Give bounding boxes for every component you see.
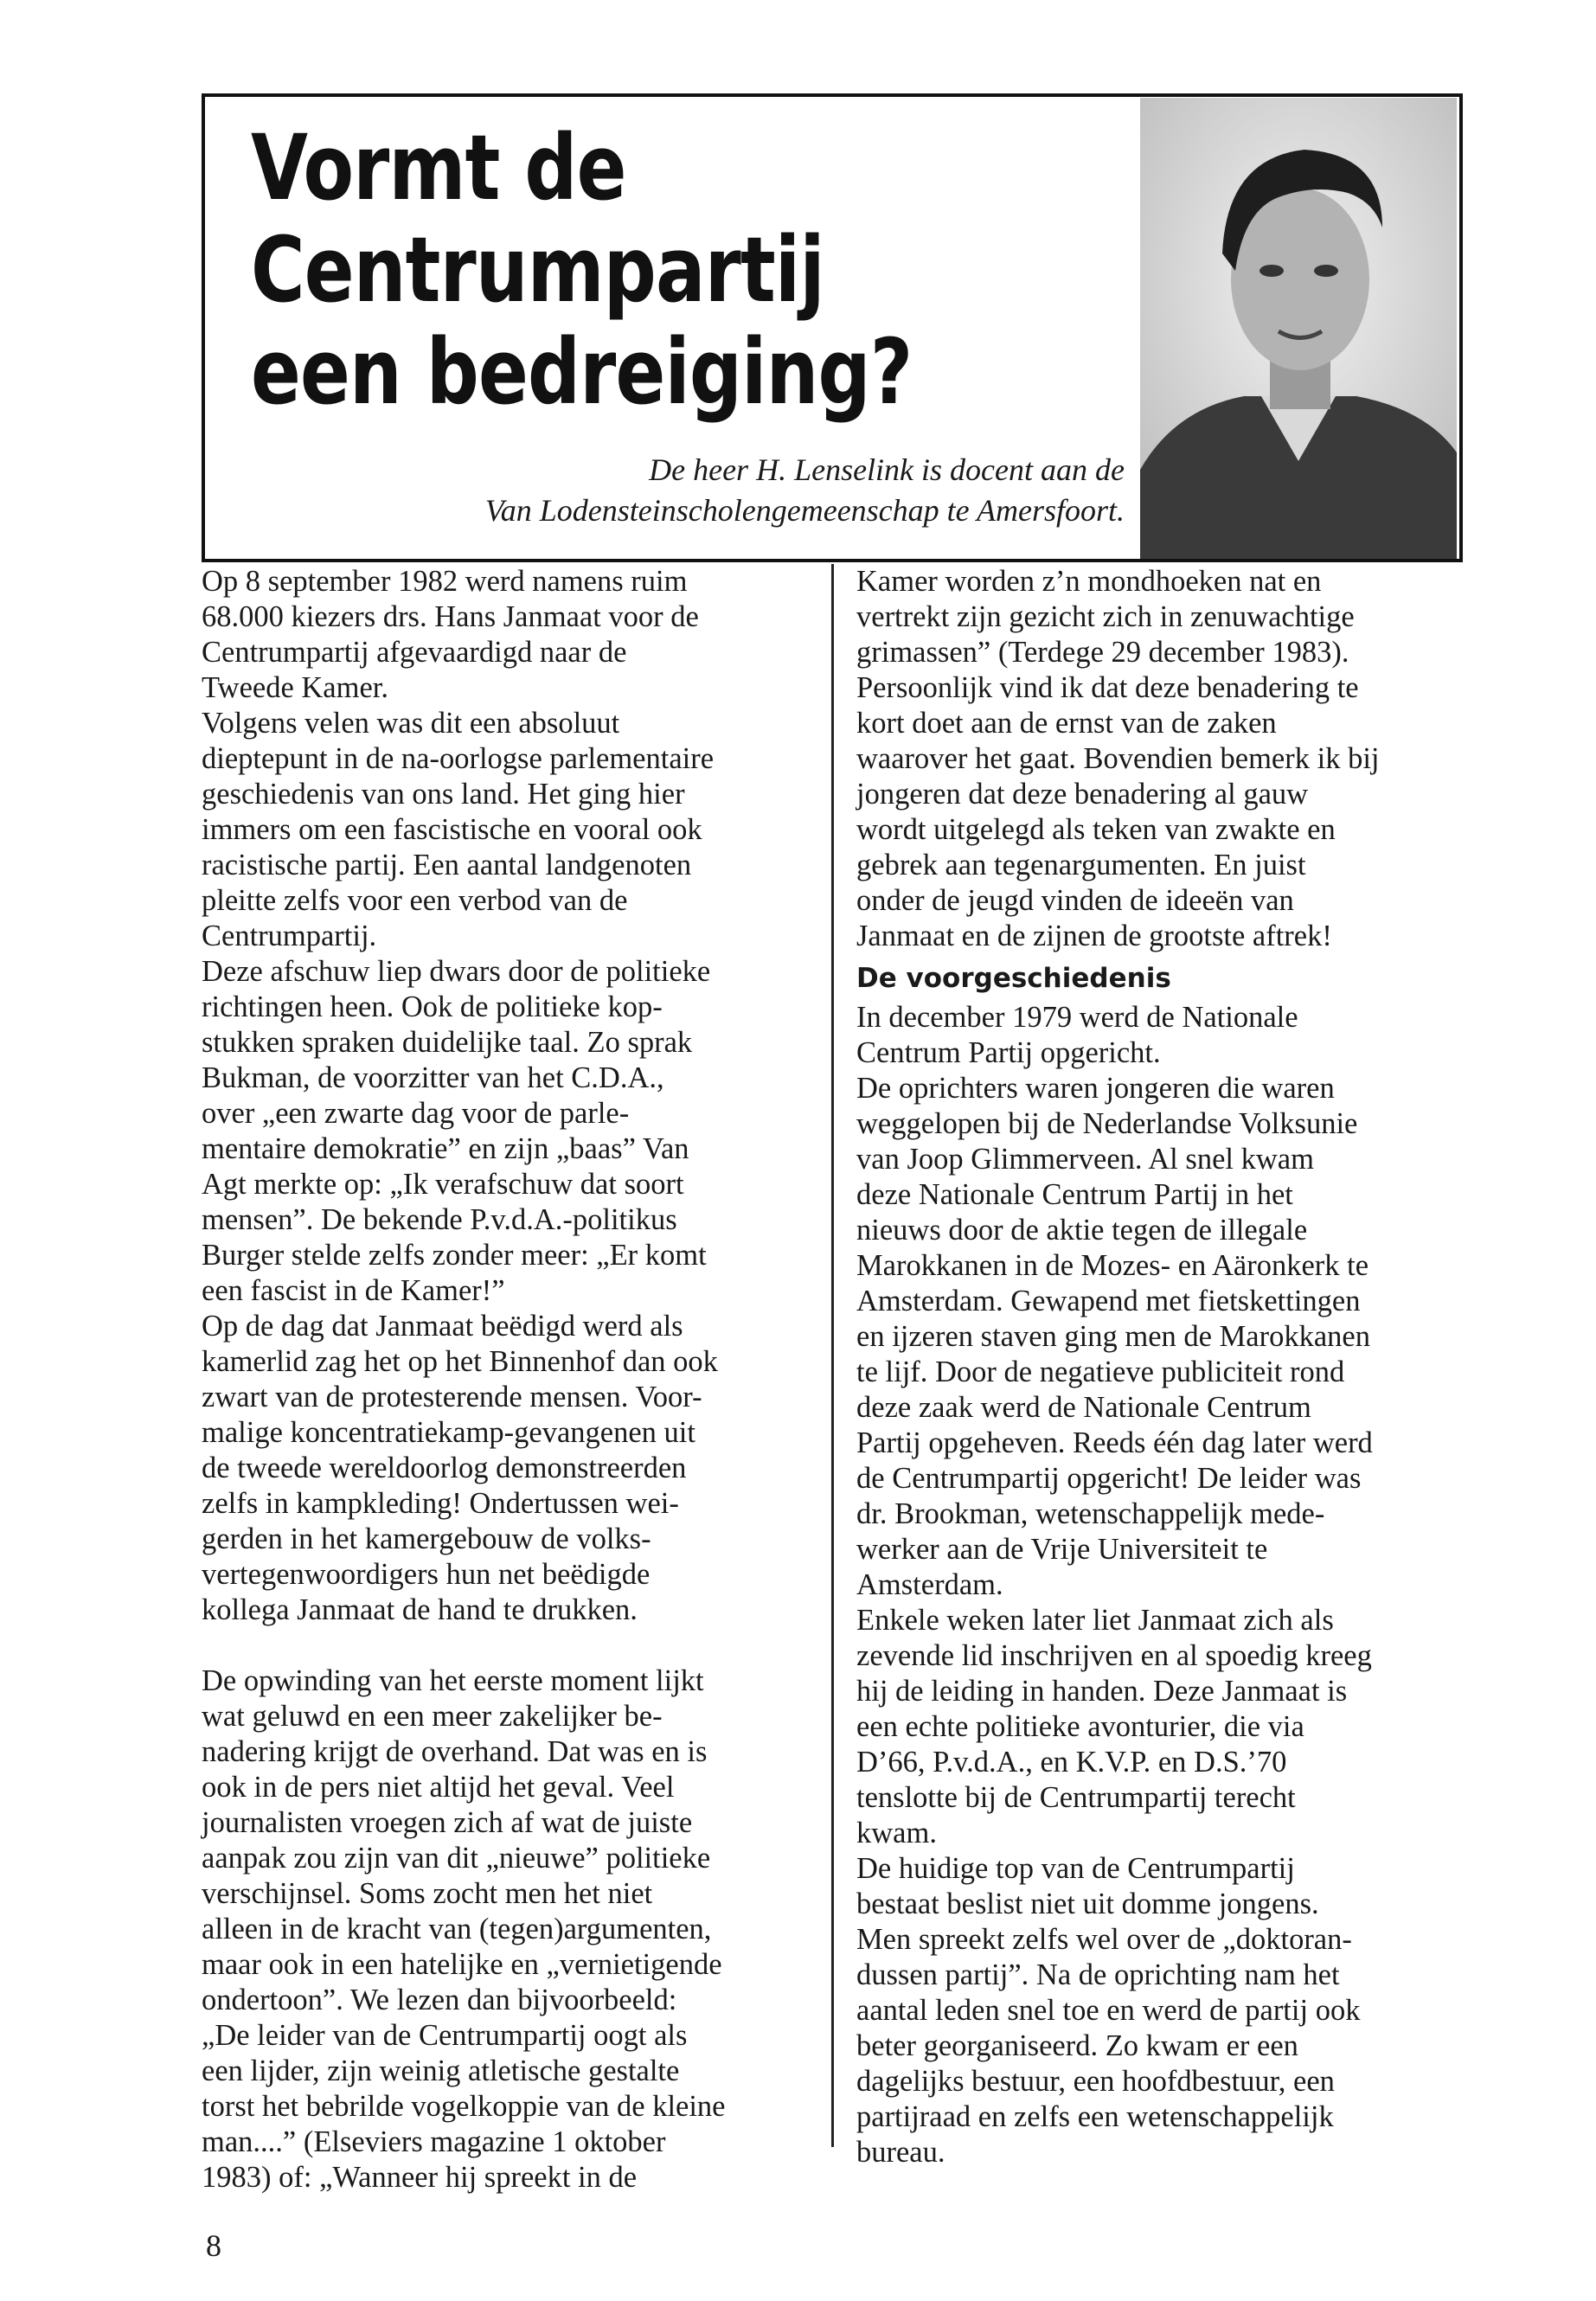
- text-line: ondertoon”. We lezen dan bijvoorbeeld:: [202, 1984, 677, 2016]
- text-line: immers om een fascistische en vooral ook: [202, 813, 702, 846]
- text-line: van Joop Glimmerveen. Al snel kwam: [856, 1143, 1314, 1176]
- text-line: Centrumpartij afgevaardigd naar de: [202, 636, 627, 669]
- text-line: zwart van de protesterende mensen. Voor-: [202, 1381, 702, 1413]
- photo-caption: [329, 450, 1125, 531]
- text-line: de tweede wereldoorlog demonstreerden: [202, 1452, 687, 1484]
- title-line: Vormt de Centrumpartij: [251, 115, 824, 323]
- text-line: beter georganiseerd. Zo kwam er een: [856, 2029, 1298, 2062]
- text-line: een fascist in de Kamer!”: [202, 1274, 505, 1307]
- caption-line: De heer H. Lenselink is docent aan de: [649, 452, 1125, 487]
- text-line: tenslotte bij de Centrumpartij terecht: [856, 1781, 1296, 1814]
- text-line: verschijnsel. Soms zocht men het niet: [202, 1877, 653, 1910]
- text-line: richtingen heen. Ook de politieke kop-: [202, 990, 663, 1023]
- caption-line: Van Lodensteinscholengemeenschap te Amersfoort.: [484, 493, 1125, 528]
- text-line: alleen in de kracht van (tegen)argumenten,: [202, 1913, 712, 1945]
- text-line: kwam.: [856, 1817, 937, 1849]
- text-line: racistische partij. Een aantal landgenoten: [202, 849, 692, 881]
- text-line: vertegenwoordigers hun net beëdigde: [202, 1558, 651, 1591]
- text-line: jongeren dat deze benadering al gauw: [856, 778, 1309, 811]
- text-line: nieuws door de aktie tegen de illegale: [856, 1214, 1308, 1247]
- body-paragraph: [202, 1663, 824, 2195]
- text-line: gebrek aan tegenargumenten. En juist: [856, 849, 1306, 881]
- text-line: Agt merkte op: „Ik verafschuw dat soort: [202, 1168, 684, 1201]
- body-paragraph: [856, 1000, 1479, 2170]
- text-line: Janmaat en de zijnen de grootste aftrek!: [856, 920, 1332, 952]
- text-line: bureau.: [856, 2136, 945, 2169]
- text-line: kamerlid zag het op het Binnenhof dan ook: [202, 1345, 718, 1378]
- text-line: vertrekt zijn gezicht zich in zenuwachtige: [856, 600, 1355, 633]
- text-line: malige koncentratiekamp-gevangenen uit: [202, 1416, 695, 1449]
- text-line: hij de leiding in handen. Deze Janmaat is: [856, 1675, 1348, 1708]
- text-line: dr. Brookman, wetenschappelijk mede-: [856, 1497, 1325, 1530]
- text-line: Partij opgeheven. Reeds één dag later werd: [856, 1426, 1373, 1459]
- text-line: aanpak zou zijn van dit „nieuwe” politieke: [202, 1842, 711, 1875]
- text-line: 68.000 kiezers drs. Hans Janmaat voor de: [202, 600, 699, 633]
- text-line: weggelopen bij de Nederlandse Volksunie: [856, 1107, 1358, 1140]
- text-line: mentaire demokratie” en zijn „baas” Van: [202, 1132, 689, 1165]
- text-line: kollega Janmaat de hand te drukken.: [202, 1593, 638, 1626]
- text-line: grimassen” (Terdege 29 december 1983).: [856, 636, 1349, 669]
- text-line: Persoonlijk vind ik dat deze benadering te: [856, 671, 1359, 704]
- text-line: geschiedenis van ons land. Het ging hier: [202, 778, 685, 811]
- text-line: pleitte zelfs voor een verbod van de: [202, 884, 628, 917]
- right-column: [856, 564, 1479, 2170]
- text-line: 1983) of: „Wanneer hij spreekt in de: [202, 2161, 638, 2194]
- text-line: De opwinding van het eerste moment lijkt: [202, 1664, 704, 1697]
- text-line: Bukman, de voorzitter van het C.D.A.,: [202, 1061, 664, 1094]
- left-column: [202, 564, 824, 2195]
- text-line: over „een zwarte dag voor de parle-: [202, 1097, 630, 1130]
- text-line: onder de jeugd vinden de ideeën van: [856, 884, 1294, 917]
- text-line: maar ook in een hatelijke en „vernietigende: [202, 1948, 722, 1981]
- text-line: nadering krijgt de overhand. Dat was en is: [202, 1735, 708, 1768]
- text-line: In december 1979 werd de Nationale: [856, 1001, 1298, 1034]
- text-line: Enkele weken later liet Janmaat zich als: [856, 1604, 1334, 1637]
- text-line: stukken spraken duidelijke taal. Zo sprak: [202, 1026, 693, 1059]
- text-line: Op 8 september 1982 werd namens ruim: [202, 565, 688, 598]
- text-line: mensen”. De bekende P.v.d.A.-politikus: [202, 1203, 677, 1236]
- text-line: dussen partij”. Na de oprichting nam het: [856, 1958, 1340, 1991]
- text-line: de Centrumpartij opgericht! De leider was: [856, 1462, 1362, 1495]
- text-line: Deze afschuw liep dwars door de politieke: [202, 955, 711, 988]
- text-line: te lijf. Door de negatieve publiciteit rond: [856, 1356, 1345, 1388]
- section-heading: De voorgeschiedenis: [856, 963, 1171, 994]
- text-line: Tweede Kamer.: [202, 671, 388, 704]
- body-paragraph: [202, 564, 824, 1628]
- text-line: torst het bebrilde vogelkoppie van de kleine: [202, 2090, 726, 2123]
- page-number: 8: [206, 2228, 221, 2263]
- text-line: partijraad en zelfs een wetenschappelijk: [856, 2100, 1334, 2133]
- text-line: Amsterdam. Gewapend met fietskettingen: [856, 1285, 1361, 1317]
- text-line: journalisten vroegen zich af wat de juiste: [202, 1806, 693, 1839]
- title-line: een bedreiging?: [251, 319, 913, 425]
- text-line: kort doet aan de ernst van de zaken: [856, 707, 1277, 740]
- text-line: deze Nationale Centrum Partij in het: [856, 1178, 1293, 1211]
- portrait-photo-icon: [1140, 98, 1457, 559]
- text-line: wordt uitgelegd als teken van zwakte en: [856, 813, 1336, 846]
- text-line: De oprichters waren jongeren die waren: [856, 1072, 1335, 1105]
- text-line: ook in de pers niet altijd het geval. Veel: [202, 1771, 675, 1804]
- text-line: Burger stelde zelfs zonder meer: „Er komt: [202, 1239, 707, 1272]
- text-line: wat geluwd en een meer zakelijker be-: [202, 1700, 663, 1733]
- text-line: Centrum Partij opgericht.: [856, 1036, 1161, 1069]
- body-paragraph: [856, 564, 1479, 954]
- text-line: „De leider van de Centrumpartij oogt als: [202, 2019, 688, 2052]
- text-line: zevende lid inschrijven en al spoedig kreeg: [856, 1639, 1372, 1672]
- article-title: [251, 117, 974, 423]
- text-line: een lijder, zijn weinig atletische gestalte: [202, 2054, 680, 2087]
- text-line: Volgens velen was dit een absoluut: [202, 707, 620, 740]
- text-line: Amsterdam.: [856, 1568, 1003, 1601]
- text-line: werker aan de Vrije Universiteit te: [856, 1533, 1268, 1566]
- text-line: waarover het gaat. Bovendien bemerk ik bij: [856, 742, 1380, 775]
- text-line: zelfs in kampkleding! Ondertussen wei-: [202, 1487, 679, 1520]
- text-line: gerden in het kamergebouw de volks-: [202, 1522, 651, 1555]
- text-line: en ijzeren staven ging men de Marokkanen: [856, 1320, 1370, 1353]
- text-line: man....” (Elseviers magazine 1 oktober: [202, 2125, 666, 2158]
- column-divider: [831, 564, 834, 2147]
- text-line: Men spreekt zelfs wel over de „doktoran-: [856, 1923, 1352, 1956]
- author-portrait-photo: [1140, 98, 1457, 559]
- text-line: Marokkanen in de Mozes- en Aäronkerk te: [856, 1249, 1369, 1282]
- text-line: Op de dag dat Janmaat beëdigd werd als: [202, 1310, 683, 1343]
- text-line: dagelijks bestuur, een hoofdbestuur, een: [856, 2065, 1335, 2098]
- text-line: De huidige top van de Centrumpartij: [856, 1852, 1295, 1885]
- text-line: dieptepunt in de na-oorlogse parlementaire: [202, 742, 715, 775]
- text-line: aantal leden snel toe en werd de partij ook: [856, 1994, 1361, 2027]
- text-line: Kamer worden z’n mondhoeken nat en: [856, 565, 1322, 598]
- text-line: deze zaak werd de Nationale Centrum: [856, 1391, 1311, 1424]
- text-line: een echte politieke avonturier, die via: [856, 1710, 1304, 1743]
- text-line: D’66, P.v.d.A., en K.V.P. en D.S.’70: [856, 1746, 1287, 1779]
- paragraph-gap: [202, 1628, 824, 1663]
- text-line: bestaat beslist niet uit domme jongens.: [856, 1888, 1319, 1920]
- text-line: Centrumpartij.: [202, 920, 377, 952]
